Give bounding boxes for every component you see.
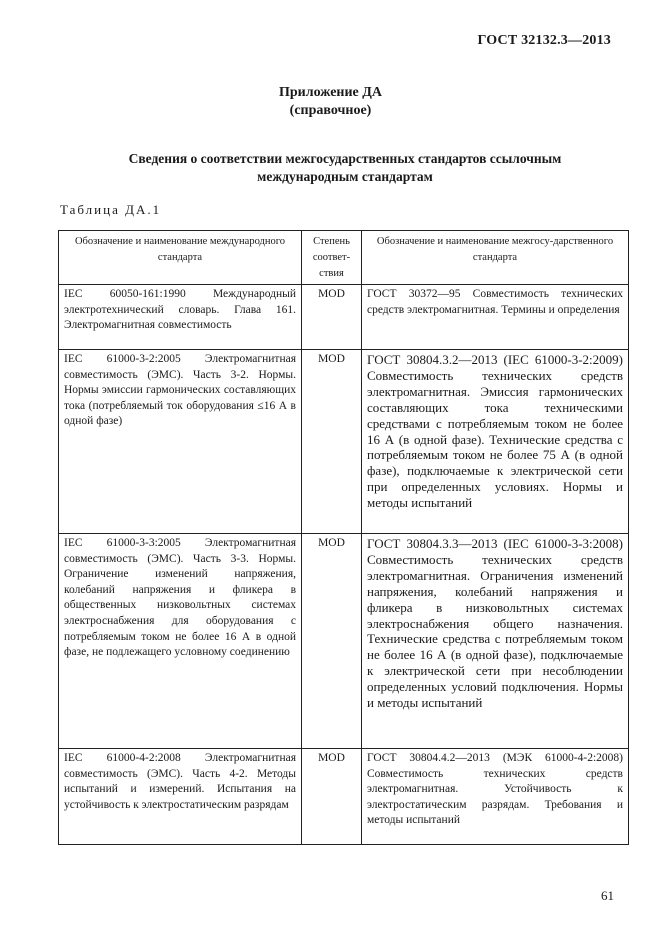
section-title-line-2: международным стандартам [257, 169, 433, 184]
cell-interstate-standard: ГОСТ 30804.3.2—2013 (IEC 61000-3-2:2009) Совместимость технических средств электромагнитная. Эмиссия гармонических составляющих тока техническими средствами с потребляемым током не более 16 А (в одной фазе). Технические средства с потребляемым током не более 75 А (в одной фазе), подключаемые к электрической сети при определенных условиях. Нормы и методы испытаний [362, 350, 629, 534]
cell-international-standard: IEC 60050-161:1990 Международный электротехнический словарь. Глава 161. Электромагнитная совместимость [59, 285, 302, 350]
cell-interstate-standard: ГОСТ 30372—95 Совместимость технических средств электромагнитная. Термины и определения [362, 285, 629, 350]
cell-degree: MOD [302, 350, 362, 534]
page-number: 61 [601, 888, 614, 903]
header-international-standard: Обозначение и наименование международного стандарта [59, 231, 302, 285]
cell-international-standard: IEC 61000-3-2:2005 Электромагнитная совместимость (ЭМС). Часть 3-2. Нормы. Нормы эмиссии гармонических составляющих тока (потребляемый ток оборудования ≤16 А в одной фазе) [59, 350, 302, 534]
table-caption: Таблица ДА.1 [60, 202, 162, 217]
table-row [59, 749, 629, 845]
annex-heading [0, 84, 661, 120]
correspondence-table [58, 230, 629, 845]
cell-international-standard: IEC 61000-4-2:2008 Электромагнитная совместимость (ЭМС). Часть 4-2. Методы испытаний и измерений. Испытания на устойчивость к электростатическим разрядам [59, 749, 302, 845]
section-title-line-1: Сведения о соответствии межгосударственных стандартов ссылочным [128, 151, 562, 166]
cell-international-standard: IEC 61000-3-3:2005 Электромагнитная совместимость (ЭМС). Часть 3-3. Нормы. Ограничение изменений напряжения, колебаний напряжения и фликера в общественных низковольтных системах электроснабжения для оборудования с потребляемым током не более 16 А в одной фазе, не подлежащего условному соединению [59, 534, 302, 749]
section-title [60, 150, 630, 186]
annex-subtitle: (справочное) [289, 103, 372, 118]
table-row [59, 350, 629, 534]
cell-degree: MOD [302, 534, 362, 749]
cell-degree: MOD [302, 749, 362, 845]
table-header-row [59, 231, 629, 285]
cell-interstate-standard: ГОСТ 30804.4.2—2013 (МЭК 61000-4-2:2008) Совместимость технических средств электромагнитная. Устойчивость к электростатическим разрядам. Требования и методы испытаний [362, 749, 629, 845]
cell-degree: MOD [302, 285, 362, 350]
table-row [59, 285, 629, 350]
header-interstate-standard: Обозначение и наименование межгосу-дарственного стандарта [362, 231, 629, 285]
annex-title: Приложение ДА [278, 85, 383, 100]
table-row [59, 534, 629, 749]
header-degree-of-correspondence: Степень соответ-ствия [302, 231, 362, 285]
standard-code: ГОСТ 32132.3—2013 [477, 33, 611, 48]
cell-interstate-standard: ГОСТ 30804.3.3—2013 (IEC 61000-3-3:2008) Совместимость технических средств электромагнитная. Ограничения изменений напряжения, колебаний напряжения и фликера в низковольтных системах электроснабжения общего назначения. Технические средства с потребляемым током не более 16 А (в одной фазе), подключаемые к электрической сети при несоблюдении определенных условий подключения. Нормы и методы испытаний [362, 534, 629, 749]
